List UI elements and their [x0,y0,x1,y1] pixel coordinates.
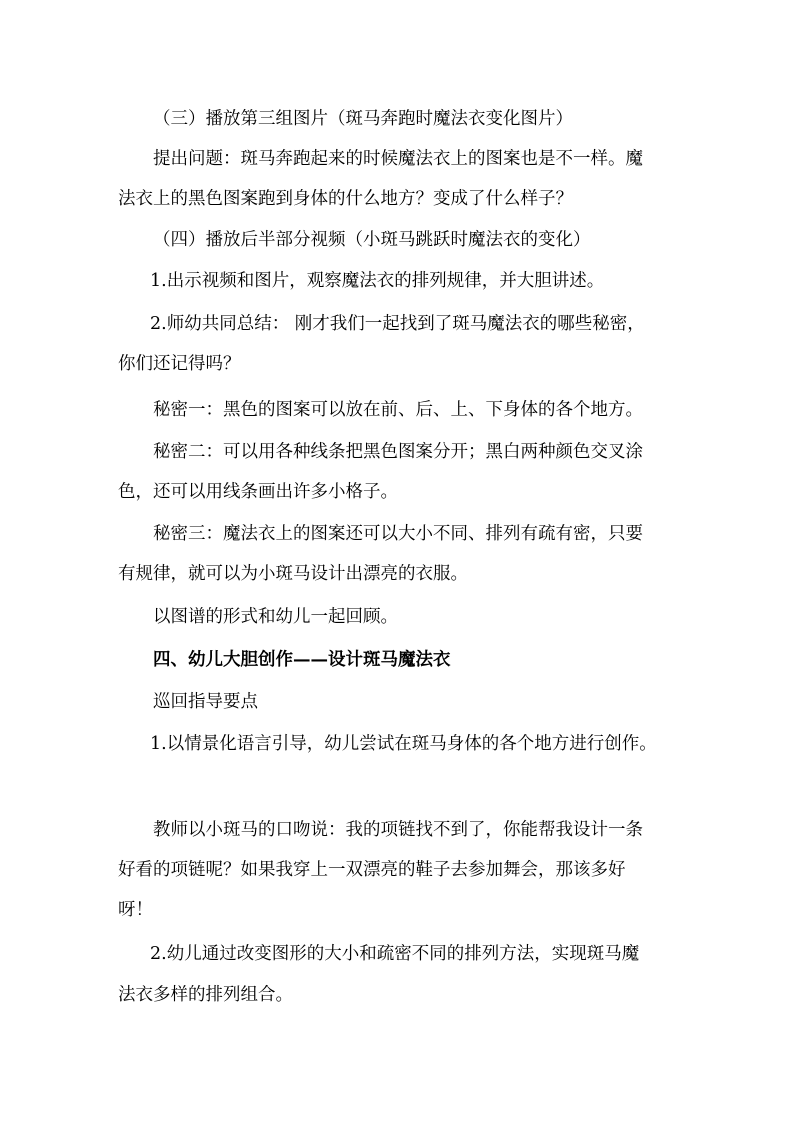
teacher-line-2: 好看的项链呢？如果我穿上一双漂亮的鞋子去参加舞会，那该多好 [118,860,626,880]
secret-3-line-2: 有规律，就可以为小斑马设计出漂亮的衣服。 [118,564,468,584]
tour-guidance-heading: 巡回指导要点 [153,692,258,712]
teacher-line-1: 教师以小斑马的口吻说：我的项链找不到了，你能帮我设计一条 [153,820,643,840]
tour-item-2-line-1: 2.幼儿通过改变图形的大小和疏密不同的排列方法，实现斑马魔 [150,944,640,964]
section-4-heading: （四）播放后半部分视频（小斑马跳跃时魔法衣的变化） [153,230,591,250]
secret-3-line-1: 秘密三：魔法衣上的图案还可以大小不同、排列有疏有密，只要 [153,524,643,544]
secret-2-line-1: 秘密二：可以用各种线条把黑色图案分开；黑白两种颜色交叉涂 [153,442,643,462]
secret-1: 秘密一：黑色的图案可以放在前、后、上、下身体的各个地方。 [153,400,643,420]
teacher-line-3: 呀！ [118,900,153,920]
tour-item-1: 1.以情景化语言引导，幼儿尝试在斑马身体的各个地方进行创作。 [150,734,657,754]
item-2-line-2: 你们还记得吗？ [118,354,241,374]
tour-item-2-line-2: 法衣多样的排列组合。 [118,985,293,1005]
item-2-line-1: 2.师幼共同总结： 刚才我们一起找到了斑马魔法衣的哪些秘密， [150,314,645,334]
review-text: 以图谱的形式和幼儿一起回顾。 [153,607,398,627]
item-1: 1.出示视频和图片，观察魔法衣的排列规律，并大胆讲述。 [150,271,605,291]
section-3-heading: （三）播放第三组图片（斑马奔跑时魔法衣变化图片） [153,109,573,129]
secret-2-line-2: 色，还可以用线条画出许多小格子。 [118,482,398,502]
section-3-question-line-1: 提出问题：斑马奔跑起来的时候魔法衣上的图案也是不一样。魔 [153,149,643,169]
part-4-heading: 四、幼儿大胆创作——设计斑马魔法衣 [153,650,451,670]
section-3-question-line-2: 法衣上的黑色图案跑到身体的什么地方？变成了什么样子？ [118,189,573,209]
